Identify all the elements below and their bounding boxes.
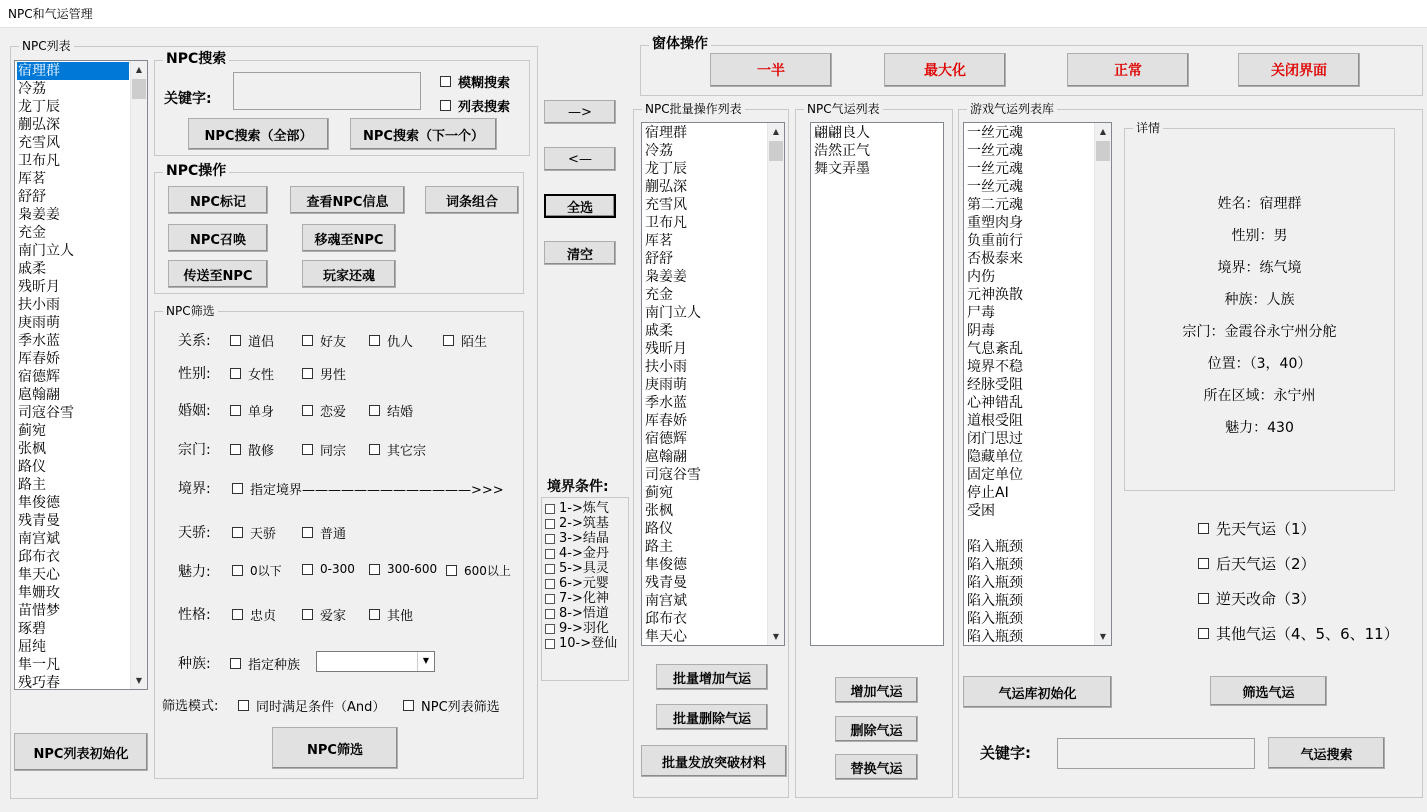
realm-condition-checkbox[interactable] [545, 606, 628, 621]
list-item[interactable]: 隼俊德 [18, 495, 60, 511]
realm-condition-label: 7->化神 [559, 591, 609, 606]
list-item[interactable]: 残昕月 [18, 279, 60, 295]
list-item[interactable]: 龙丁辰 [18, 99, 60, 115]
list-item[interactable]: 南宫斌 [645, 593, 687, 609]
batch-give-material-button[interactable]: 批量发放突破材料 [641, 745, 787, 777]
realm-condition-label: 1->炼气 [559, 501, 609, 516]
list-item[interactable]: 蒯弘深 [18, 117, 60, 133]
list-search-checkbox[interactable] [440, 96, 510, 115]
npc-list-filter-label: NPC列表筛选 [421, 700, 500, 715]
charm-300-600-checkbox[interactable] [369, 562, 437, 576]
soul-move-button[interactable]: 移魂至NPC [302, 224, 396, 252]
realm-condition-label: 4->金丹 [559, 546, 609, 561]
list-item[interactable]: 陷入瓶颈 [967, 539, 1023, 555]
list-item[interactable]: 龙丁辰 [645, 161, 687, 177]
list-item[interactable]: 宿理群 [645, 125, 687, 141]
npc-ops-legend: NPC操作 [163, 163, 229, 179]
scroll-thumb[interactable] [132, 79, 146, 99]
sect-rogue-label: 散修 [248, 444, 275, 459]
npc-list-init-button[interactable]: NPC列表初始化 [14, 733, 148, 771]
teleport-button[interactable]: 传送至NPC [168, 260, 268, 288]
list-item[interactable]: 苗惜梦 [18, 603, 60, 619]
acquired-luck-label: 后天气运（2） [1216, 555, 1316, 573]
list-item[interactable]: 琢碧 [18, 621, 46, 637]
list-item[interactable]: 屈纯 [18, 639, 46, 655]
list-item[interactable]: 路主 [645, 539, 673, 555]
sect-rogue-checkbox[interactable] [230, 440, 274, 459]
filter-mode-label: 筛选模式: [162, 699, 219, 714]
list-item[interactable]: 南宫斌 [18, 531, 60, 547]
list-item[interactable]: 厍茗 [645, 233, 673, 249]
detail-line: 性别：男 [1231, 228, 1288, 244]
list-item[interactable]: 残青曼 [645, 575, 687, 591]
chevron-down-icon[interactable]: ▼ [417, 652, 434, 671]
race-filter-label: 种族: [178, 656, 211, 672]
realm-condition-checkbox[interactable] [545, 576, 628, 591]
luck-keyword-label: 关键字: [980, 744, 1031, 762]
realm-condition-checkbox[interactable] [545, 516, 628, 531]
list-item[interactable]: 扈翰翮 [18, 387, 60, 403]
title-bar [0, 0, 1427, 28]
list-item[interactable]: 宿理群 [17, 62, 129, 80]
list-item[interactable]: 陷入瓶颈 [967, 611, 1023, 627]
luck-library-listbox[interactable] [963, 122, 1112, 646]
race-select[interactable] [316, 651, 435, 672]
list-item[interactable]: 固定单位 [967, 467, 1023, 483]
list-item[interactable]: 陷入瓶颈 [967, 593, 1023, 609]
luck-library-legend: 游戏气运列表库 [967, 101, 1057, 117]
talent-filter-label: 天骄: [178, 525, 211, 541]
realm-condition-label: 9->羽化 [559, 621, 609, 636]
list-item[interactable]: 邱布衣 [18, 549, 60, 565]
npc-search-legend: NPC搜索 [163, 51, 229, 67]
list-item[interactable]: 重塑肉身 [967, 215, 1023, 231]
list-item[interactable]: 停止AI [967, 485, 1009, 501]
personality-loyal-label: 忠贞 [250, 609, 277, 624]
luck-library-scrollbar[interactable] [1094, 123, 1111, 645]
scroll-up-icon[interactable]: ▲ [1099, 127, 1107, 136]
list-item[interactable]: 残青曼 [18, 513, 60, 529]
list-item[interactable]: 阴毒 [967, 323, 995, 339]
relation-daolv-label: 道侣 [248, 335, 275, 350]
personality-filter-label: 性格: [178, 607, 211, 623]
gender-male-checkbox[interactable] [302, 364, 346, 383]
realm-condition-checkbox[interactable] [545, 561, 628, 576]
scroll-thumb[interactable] [1096, 141, 1110, 161]
details-group [1124, 121, 1395, 491]
relation-friend-label: 好友 [320, 335, 347, 350]
list-item[interactable]: 南门立人 [645, 305, 701, 321]
charm-filter-label: 魅力: [178, 564, 211, 580]
window-ops-legend: 窗体操作 [649, 36, 711, 52]
detail-line: 宗门：金霞谷永宁州分舵 [1182, 324, 1337, 340]
innate-luck-checkbox[interactable] [1198, 518, 1316, 539]
list-item[interactable]: 负重前行 [967, 233, 1023, 249]
details-legend: 详情 [1133, 120, 1163, 136]
detail-line: 所在区域：永宁州 [1203, 388, 1316, 404]
normal-window-button[interactable]: 正常 [1067, 53, 1189, 87]
relation-enemy-label: 仇人 [387, 335, 414, 350]
detail-line: 境界：练气境 [1217, 260, 1302, 276]
list-item[interactable]: 隼姗玫 [18, 585, 60, 601]
list-item[interactable]: 蒯弘深 [645, 179, 687, 195]
personality-other-checkbox[interactable] [369, 605, 413, 624]
list-item[interactable]: 张枫 [645, 503, 673, 519]
npc-luck-listbox[interactable] [810, 122, 944, 646]
fuzzy-search-label: 模糊搜索 [458, 76, 511, 91]
and-mode-label: 同时满足条件（And） [256, 700, 386, 715]
scroll-down-icon[interactable]: ▼ [772, 632, 780, 641]
list-item[interactable]: 庚雨萌 [18, 315, 60, 331]
sect-filter-label: 宗门: [178, 442, 211, 458]
npc-mark-button[interactable]: NPC标记 [168, 186, 268, 214]
npc-luck-legend: NPC气运列表 [804, 101, 883, 117]
window-title: NPC和气运管理 [8, 7, 93, 21]
talent-normal-label: 普通 [320, 527, 347, 542]
list-item[interactable]: 张枫 [18, 441, 46, 457]
realm-condition-label: 6->元婴 [559, 576, 609, 591]
realm-filter-label: 境界: [178, 481, 211, 497]
luck-keyword-input[interactable] [1057, 738, 1255, 769]
list-item[interactable]: 闭门思过 [967, 431, 1023, 447]
acquired-luck-checkbox[interactable] [1198, 553, 1316, 574]
realm-specify-checkbox[interactable] [232, 479, 504, 498]
list-item[interactable]: 扶小雨 [18, 297, 60, 313]
realm-condition-label: 5->具灵 [559, 561, 609, 576]
list-item[interactable]: 南门立人 [18, 243, 74, 259]
relation-daolv-checkbox[interactable] [230, 331, 274, 350]
scroll-down-icon[interactable]: ▼ [1099, 632, 1107, 641]
and-mode-checkbox[interactable] [238, 696, 385, 715]
npc-listbox[interactable] [14, 60, 148, 690]
luck-library-items [966, 124, 1093, 645]
realm-condition-checkbox[interactable] [545, 621, 628, 636]
charm-0-300-checkbox[interactable] [302, 562, 355, 576]
charm-0-300-label: 0-300 [320, 562, 355, 576]
list-item[interactable]: 内伤 [967, 269, 995, 285]
gender-male-label: 男性 [320, 368, 347, 383]
remove-from-batch-button[interactable]: <— [544, 147, 616, 171]
list-item[interactable]: 隼俊德 [645, 557, 687, 573]
sect-same-checkbox[interactable] [302, 440, 346, 459]
npc-filter-legend: NPC筛选 [163, 303, 218, 319]
race-specify-checkbox[interactable] [230, 654, 300, 673]
list-item[interactable]: 季水蓝 [18, 333, 60, 349]
list-item[interactable]: 蓟宛 [18, 423, 46, 439]
list-item[interactable]: 冷荔 [18, 81, 46, 97]
realm-condition-checkbox[interactable] [545, 501, 628, 516]
scroll-up-icon[interactable]: ▲ [135, 65, 143, 74]
npc-search-next-button[interactable]: NPC搜索（下一个） [350, 118, 497, 150]
marriage-dating-checkbox[interactable] [302, 401, 346, 420]
list-item[interactable]: 蓟宛 [645, 485, 673, 501]
fuzzy-search-checkbox[interactable] [440, 72, 510, 91]
detail-line: 魅力：430 [1225, 420, 1294, 436]
defy-fate-label: 逆天改命（3） [1216, 590, 1316, 608]
list-item[interactable]: 季水蓝 [645, 395, 687, 411]
list-item[interactable]: 残巧春 [18, 675, 60, 689]
list-item[interactable]: 陷入瓶颈 [967, 629, 1023, 645]
add-to-batch-button[interactable]: —> [544, 100, 616, 124]
list-item[interactable]: 受困 [967, 503, 995, 519]
list-item[interactable] [966, 520, 1093, 538]
list-item[interactable]: 舒舒 [645, 251, 673, 267]
gender-filter-label: 性别: [178, 366, 211, 382]
talent-genius-checkbox[interactable] [232, 523, 276, 542]
list-item[interactable]: 一丝元魂 [967, 179, 1023, 195]
list-item[interactable]: 隼天心 [18, 567, 60, 583]
npc-list-legend: NPC列表 [19, 38, 74, 54]
replace-luck-button[interactable]: 替换气运 [835, 754, 918, 780]
personality-other-label: 其他 [387, 609, 414, 624]
list-item[interactable]: 卫布凡 [18, 153, 60, 169]
list-item[interactable]: 充金 [18, 225, 46, 241]
list-item[interactable]: 邱布衣 [645, 611, 687, 627]
list-item[interactable]: 舞文弄墨 [814, 161, 870, 177]
list-item[interactable]: 一丝元魂 [967, 125, 1023, 141]
list-item[interactable]: 一丝元魂 [967, 161, 1023, 177]
list-item[interactable]: 境界不稳 [967, 359, 1023, 375]
list-item[interactable]: 戚柔 [645, 323, 673, 339]
view-npc-info-button[interactable]: 查看NPC信息 [290, 186, 405, 214]
gender-female-label: 女性 [248, 368, 275, 383]
other-luck-checkbox[interactable] [1198, 623, 1399, 644]
list-item[interactable]: 第二元魂 [967, 197, 1023, 213]
race-specify-label: 指定种族 [248, 658, 301, 673]
list-item[interactable]: 道根受阻 [967, 413, 1023, 429]
clear-button[interactable]: 清空 [544, 241, 616, 265]
realm-condition-checkbox[interactable] [545, 591, 628, 606]
list-item[interactable]: 浩然正气 [814, 143, 870, 159]
luck-search-button[interactable]: 气运搜索 [1268, 737, 1385, 769]
select-all-button[interactable]: 全选 [544, 194, 616, 218]
marriage-married-checkbox[interactable] [369, 401, 413, 420]
filter-luck-button[interactable]: 筛选气运 [1210, 676, 1327, 706]
realm-conditions-list [541, 497, 629, 681]
npc-list-scrollbar[interactable] [130, 61, 147, 689]
charm-300-600-label: 300-600 [387, 562, 438, 576]
list-item[interactable]: 庚雨萌 [645, 377, 687, 393]
list-item[interactable]: 充雪风 [18, 135, 60, 151]
innate-luck-label: 先天气运（1） [1216, 520, 1316, 538]
talent-normal-checkbox[interactable] [302, 523, 346, 542]
sect-same-label: 同宗 [320, 444, 347, 459]
defy-fate-checkbox[interactable] [1198, 588, 1316, 609]
realm-specify-label: 指定境界—————————————>>> [250, 483, 504, 498]
scroll-down-icon[interactable]: ▼ [135, 676, 143, 685]
list-item[interactable]: 司寇谷雪 [645, 467, 701, 483]
list-item[interactable]: 心神错乱 [967, 395, 1023, 411]
list-item[interactable]: 经脉受阻 [967, 377, 1023, 393]
list-item[interactable]: 路仪 [18, 459, 46, 475]
realm-condition-label: 2->筑基 [559, 516, 609, 531]
list-item[interactable]: 宿德辉 [18, 369, 60, 385]
detail-line: 种族：人族 [1224, 292, 1295, 308]
batch-remove-luck-button[interactable]: 批量删除气运 [656, 704, 768, 730]
keyword-label: 关键字: [164, 91, 212, 107]
list-item[interactable]: 枭姜姜 [645, 269, 687, 285]
list-item[interactable]: 充金 [645, 287, 673, 303]
realm-condition-label: 8->悟道 [559, 606, 609, 621]
close-interface-button[interactable]: 关闭界面 [1238, 53, 1360, 87]
batch-list-items [644, 124, 766, 645]
relation-friend-checkbox[interactable] [302, 331, 346, 350]
other-luck-label: 其他气运（4、5、6、11） [1216, 625, 1399, 643]
list-item[interactable]: 元神涣散 [967, 287, 1023, 303]
luck-library-init-button[interactable]: 气运库初始化 [963, 676, 1112, 708]
marriage-dating-label: 恋爱 [320, 405, 347, 420]
npc-luck-items [813, 124, 941, 645]
marriage-single-label: 单身 [248, 405, 275, 420]
charm-above-600-label: 600以上 [464, 564, 511, 578]
list-search-label: 列表搜索 [458, 100, 511, 115]
list-item[interactable]: 路主 [18, 477, 46, 493]
realm-condition-label: 10->登仙 [559, 636, 618, 651]
list-item[interactable]: 隐藏单位 [967, 449, 1023, 465]
npc-list-filter-checkbox[interactable] [403, 696, 500, 715]
list-item[interactable]: 冷荔 [645, 143, 673, 159]
relation-stranger-label: 陌生 [461, 335, 488, 350]
relation-filter-label: 关系: [178, 333, 211, 349]
marriage-single-checkbox[interactable] [230, 401, 274, 420]
restore-soul-button[interactable]: 玩家还魂 [302, 260, 396, 288]
gender-female-checkbox[interactable] [230, 364, 274, 383]
list-item[interactable]: 翩翩良人 [814, 125, 870, 141]
charm-below-0-label: 0以下 [250, 564, 282, 578]
remove-luck-button[interactable]: 删除气运 [835, 716, 918, 742]
scroll-up-icon[interactable]: ▲ [772, 127, 780, 136]
list-item[interactable]: 否极泰来 [967, 251, 1023, 267]
sect-other-label: 其它宗 [387, 444, 427, 459]
marriage-married-label: 结婚 [387, 405, 414, 420]
npc-search-all-button[interactable]: NPC搜索（全部） [188, 118, 329, 150]
batch-legend: NPC批量操作列表 [642, 101, 745, 117]
list-item[interactable]: 隼一凡 [18, 657, 60, 673]
half-window-button[interactable]: 一半 [710, 53, 832, 87]
add-luck-button[interactable]: 增加气运 [835, 677, 918, 703]
list-item[interactable]: 厍茗 [18, 171, 46, 187]
combo-words-button[interactable]: 词条组合 [425, 186, 519, 214]
detail-line: 位置：（3，40） [1207, 356, 1312, 372]
list-item[interactable]: 气息紊乱 [967, 341, 1023, 357]
list-item[interactable]: 戚柔 [18, 261, 46, 277]
sect-other-checkbox[interactable] [369, 440, 426, 459]
batch-listbox[interactable] [641, 122, 785, 646]
personality-family-label: 爱家 [320, 609, 347, 624]
npc-filter-button[interactable]: NPC筛选 [272, 727, 398, 769]
list-item[interactable]: 舒舒 [18, 189, 46, 205]
list-item[interactable]: 路仪 [645, 521, 673, 537]
npc-summon-button[interactable]: NPC召唤 [168, 224, 268, 252]
scroll-thumb[interactable] [769, 141, 783, 161]
realm-conditions-title: 境界条件: [547, 479, 609, 495]
charm-below-0-checkbox[interactable] [232, 562, 282, 579]
npc-list-items [17, 62, 129, 689]
relation-enemy-checkbox[interactable] [369, 331, 413, 350]
npc-keyword-input[interactable] [233, 72, 421, 110]
talent-genius-label: 天骄 [250, 527, 277, 542]
detail-line: 姓名：宿理群 [1217, 196, 1302, 212]
list-item[interactable]: 枭姜姜 [18, 207, 60, 223]
realm-condition-checkbox[interactable] [545, 546, 628, 561]
list-item[interactable]: 扈翰翮 [645, 449, 687, 465]
personality-family-checkbox[interactable] [302, 605, 346, 624]
list-item[interactable]: 残昕月 [645, 341, 687, 357]
list-item[interactable]: 一丝元魂 [967, 143, 1023, 159]
list-item[interactable]: 扶小雨 [645, 359, 687, 375]
list-item[interactable]: 尸毒 [967, 305, 995, 321]
list-item[interactable]: 司寇谷雪 [18, 405, 74, 421]
realm-condition-checkbox[interactable] [545, 531, 628, 546]
list-item[interactable]: 陷入瓶颈 [967, 557, 1023, 573]
list-item[interactable]: 厍春娇 [645, 413, 687, 429]
batch-add-luck-button[interactable]: 批量增加气运 [656, 664, 768, 690]
list-item[interactable]: 陷入瓶颈 [967, 575, 1023, 591]
list-item[interactable]: 卫布凡 [645, 215, 687, 231]
realm-condition-label: 3->结晶 [559, 531, 609, 546]
list-item[interactable]: 充雪风 [645, 197, 687, 213]
relation-stranger-checkbox[interactable] [443, 331, 487, 350]
list-item[interactable]: 宿德辉 [645, 431, 687, 447]
realm-condition-checkbox[interactable] [545, 636, 628, 651]
list-item[interactable]: 隼天心 [645, 629, 687, 645]
batch-list-scrollbar[interactable] [767, 123, 784, 645]
charm-above-600-checkbox[interactable] [446, 562, 511, 579]
list-item[interactable]: 厍春娇 [18, 351, 60, 367]
maximize-button[interactable]: 最大化 [884, 53, 1006, 87]
marriage-filter-label: 婚姻: [178, 403, 211, 419]
personality-loyal-checkbox[interactable] [232, 605, 276, 624]
